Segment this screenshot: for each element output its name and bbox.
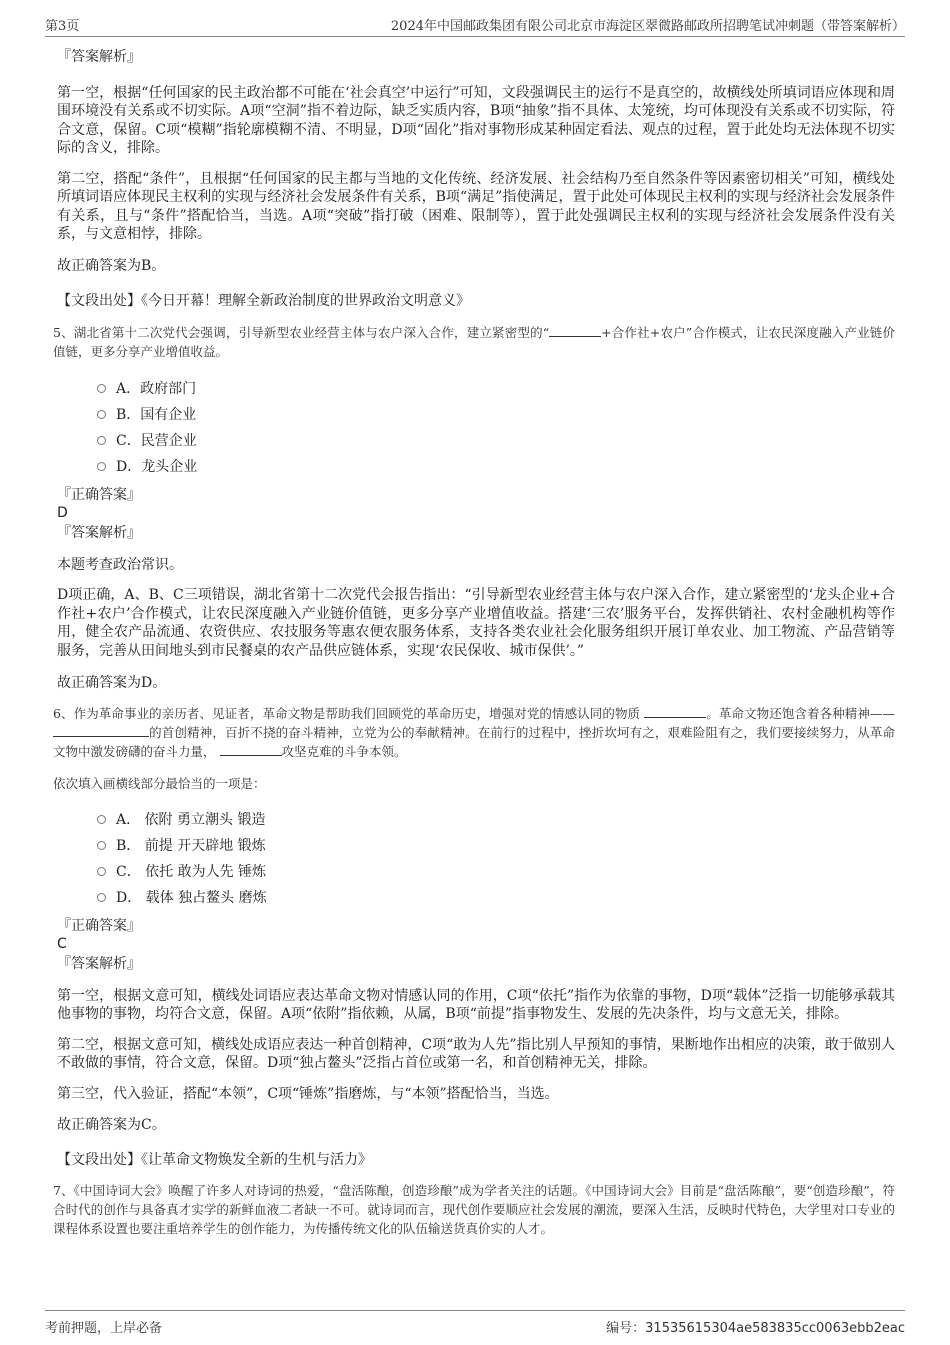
document-body — [53, 44, 895, 1238]
q5-conclusion: 故正确答案为D。 — [57, 675, 167, 691]
q4-analysis-p1: 第一空，根据“任何国家的民主政治都不可能在‘社会真空’中运行”可知，文段强调民主的运行不是真空的，故横线处所填词语应体现和周围环境没有关系或不切实际。A项“空洞”指不着边际，缺乏实质内容，B项“抽象”指不具体、太笼统，均可体现没有关系或不切实际，符合文意，保留。C项“模糊”指轮廓模糊不清、不明显，D项“固化”指对事物形成某种固定看法、观点的过程，置于此处均无法体现不切实际的含义，排除。 — [57, 84, 895, 156]
q5-blank — [549, 324, 601, 337]
radio-icon[interactable] — [97, 384, 106, 393]
q4-source: 【文段出处】《今日开幕！理解全新政治制度的世界政治文明意义》 — [57, 293, 470, 309]
document-title: 2024年中国邮政集团有限公司北京市海淀区翠微路邮政所招聘笔试冲刺题（带答案解析） — [390, 19, 905, 34]
q7-stem: 7、《中国诗词大会》唤醒了许多人对诗词的热爱，“盘活陈酿，创造珍酿”成为学者关注的话题。《中国诗词大会》目前是“盘活陈酿”，要“创造珍酿”，符合时代的创作与具备真才实学的新鲜血液二者缺一不可。就诗词而言，现代创作要顺应社会发展的潮流，要深入生活，反映时代特色，大学里对口专业的课程体系设置也要注重培养学生的创作能力，为传播传统文化的队伍输送货真价实的人才。 — [53, 1183, 895, 1236]
q6-analysis-p1: 第一空，根据文意可知，横线处词语应表达革命文物对情感认同的作用，C项“依托”指作为依靠的事物，D项“载体”泛指一切能够承载其他事物的事物，均符合文意，保留。A项“依附”指依赖，从属，B项“前提”指事物发生、发展的先决条件，均与文意无关，排除。 — [57, 987, 895, 1022]
q5-option-d[interactable]: D．龙头企业 — [57, 454, 895, 480]
radio-icon[interactable] — [97, 867, 106, 876]
page-number: 第3页 — [45, 19, 80, 34]
q5-option-b[interactable]: B．国有企业 — [57, 402, 895, 428]
q6-blank-1 — [644, 705, 706, 718]
q6-answer-label: 『正确答案』 — [57, 917, 141, 934]
footer-slogan: 考前押题，上岸必备 — [45, 1320, 163, 1336]
q6-option-c[interactable]: C． 依托 敢为人先 锤炼 — [57, 859, 895, 885]
q5-analysis-p1: 本题考查政治常识。 — [57, 556, 183, 573]
q5-stem: 5、湖北省第十二次党代会强调，引导新型农业经营主体与农户深入合作，建立紧密型的“ +合作社+农户”合作模式，让农民深度融入产业链价值链，更多分享产业增值收益。 — [53, 324, 895, 359]
radio-icon[interactable] — [97, 436, 106, 445]
q6-prompt: 依次填入画横线部分最恰当的一项是： — [53, 775, 266, 791]
q5-analysis-p2: D项正确，A、B、C三项错误，湖北省第十二次党代会报告指出：“引导新型农业经营主体与农户深入合作，建立紧密型的‘龙头企业+合作社+农户’合作模式，让农民深度融入产业链价值链，更多分享产业增值收益。搭建‘三农’服务平台，发挥供销社、农村金融机构等作用，健全农产品流通、农资供应、农技服务等惠农便农服务体系，支持各类农业社会化服务组织开展订单农业、加工物流、产品营销等服务，完善从田间地头到市民餐桌的农产品供应链体系，实现‘农民保收、城市保供’。” — [57, 587, 895, 659]
radio-icon[interactable] — [97, 462, 106, 471]
q6-blank-3 — [220, 743, 282, 756]
page-footer — [45, 1310, 905, 1337]
document-code: 编号：31535615304ae583835cc0063ebb2eac — [606, 1320, 905, 1336]
q6-blank-2 — [53, 724, 149, 737]
q6-source: 【文段出处】《让革命文物焕发全新的生机与活力》 — [57, 1151, 372, 1168]
q4-analysis-p2: 第二空，搭配“条件”，且根据“任何国家的民主都与当地的文化传统、经济发展、社会结构乃至自然条件等因素密切相关”可知，横线处所填词语应体现民主权利的实现与经济社会发展条件有关系，B项“满足”指使满足，置于此处可体现民主权利的实现与经济社会发展条件有关系，且与“条件”搭配恰当，当选。A项“突破”指打破（困难、限制等），置于此处强调民主权利的实现与经济社会发展条件没有关系，与文意相悖，排除。 — [57, 170, 895, 242]
q6-analysis-label: 『答案解析』 — [57, 956, 141, 972]
q6-option-a[interactable]: A． 依附 勇立潮头 锻造 — [57, 807, 895, 833]
q6-answer: C — [57, 936, 67, 952]
q5-option-a[interactable]: A．政府部门 — [57, 376, 895, 402]
q6-option-b[interactable]: B． 前提 开天辟地 锻炼 — [57, 833, 895, 859]
q6-stem: 6、作为革命事业的亲历者、见证者，革命文物是帮助我们回顾党的革命历史，增强对党的情感认同的物质 。革命文物还饱含着各种精神—— 的首创精神，百折不挠的奋斗精神，立党为公的奉献精神。在前行的过程中，挫折坎坷有之，艰难险阻有之，我们要接续努力，从革命文物中激发磅礴的奋斗力量， 攻坚克难的斗争本领。 — [53, 705, 895, 759]
radio-icon[interactable] — [97, 815, 106, 824]
radio-icon[interactable] — [97, 841, 106, 850]
q5-answer: D — [57, 505, 68, 521]
q4-conclusion: 故正确答案为B。 — [57, 257, 166, 274]
q6-analysis-p3: 第三空，代入验证，搭配“本领”，C项“锤炼”指磨炼，与“本领”搭配恰当，当选。 — [57, 1085, 559, 1102]
q5-analysis-label: 『答案解析』 — [57, 525, 141, 541]
radio-icon[interactable] — [97, 410, 106, 419]
q5-answer-label: 『正确答案』 — [57, 486, 141, 503]
q5-option-c[interactable]: C．民营企业 — [57, 428, 895, 454]
q6-analysis-p2: 第二空，根据文意可知，横线处成语应表达一种首创精神，C项“敢为人先”指比别人早预知的事情，果断地作出相应的决策，敢于做别人不敢做的事情，符合文意，保留。D项“独占鳌头”泛指占首位或第一名，和首创精神无关，排除。 — [57, 1036, 895, 1071]
radio-icon[interactable] — [97, 893, 106, 902]
q5-options — [57, 376, 895, 480]
page-header — [45, 12, 905, 37]
q6-option-d[interactable]: D． 载体 独占鳌头 磨炼 — [57, 885, 895, 911]
q6-conclusion: 故正确答案为C。 — [57, 1117, 166, 1133]
q6-options — [57, 807, 895, 911]
q4-analysis-label: 『答案解析』 — [57, 49, 141, 65]
